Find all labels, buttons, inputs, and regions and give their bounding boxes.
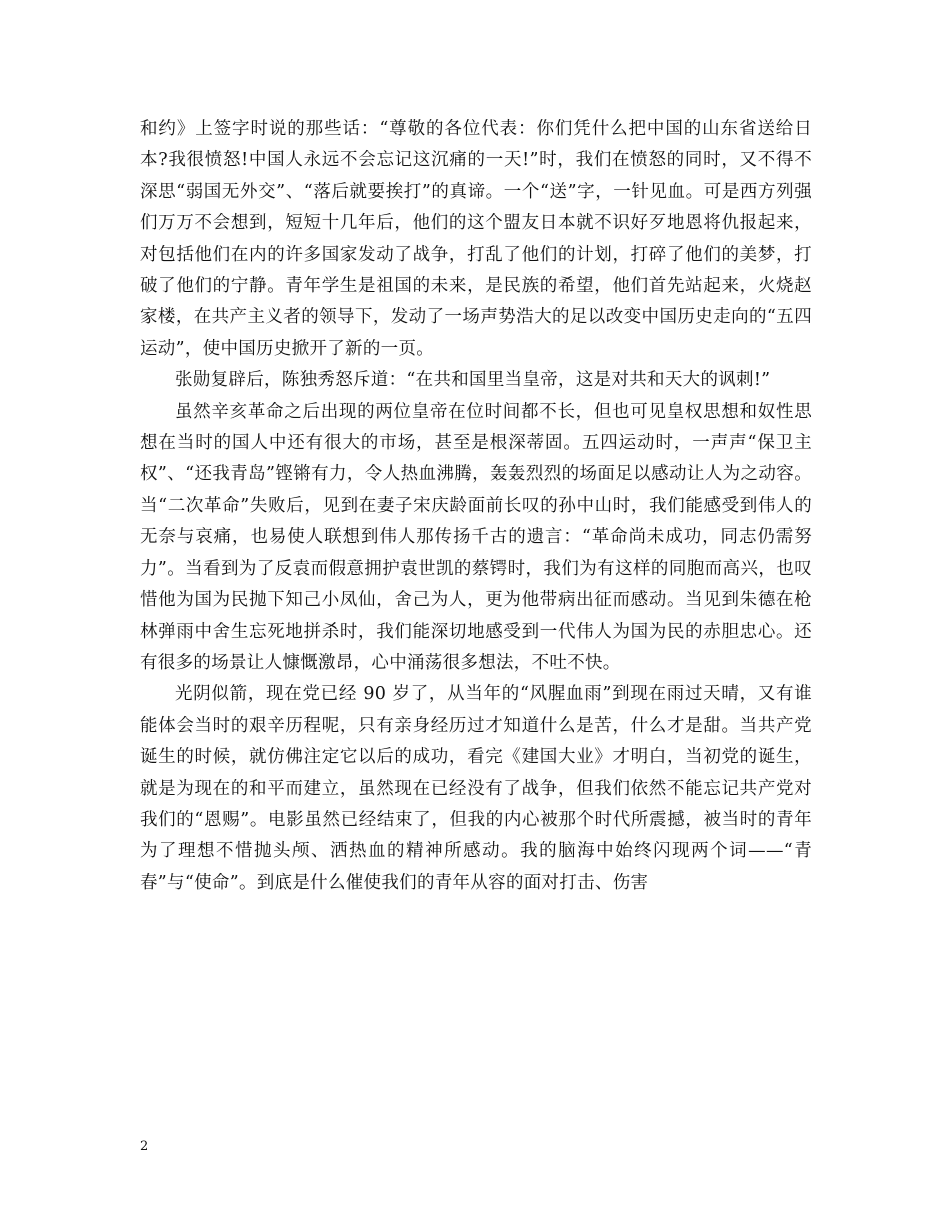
paragraph-zhang-xun-restoration: 张勋复辟后，陈独秀怒斥道：“在共和国里当皇帝，这是对共和天大的讽刺!” bbox=[175, 370, 771, 391]
paragraph-xinhai-revolution: 虽然辛亥革命之后出现的两位皇帝在位时间都不长，但也可见皇权思想和奴性思想在当时的国人中还有很大的市场，甚至是根深蒂固。五四运动时，一声声“保卫主权”、“还我青岛”铿锵有力，令人热血沸腾，轰轰烈烈的场面足以感动让人为之动容。当“二次革命”失败后，见到在妻子宋庆龄面前长叹的孙中山时，我们能感受到伟人的无奈与哀痛，也易使人联想到伟人那传扬千古的遗言：“革命尚未成功，同志仍需努力”。当看到为了反袁而假意拥护袁世凯的蔡锷时，我们为有这样的同胞而高兴，也叹惜他为国为民抛下知己小凤仙，舍己为人，更为他带病出征而感动。当见到朱德在枪林弹雨中舍生忘死地拼杀时，我们能深切地感受到一代伟人为国为民的赤胆忠心。还有很多的场景让人慷慨激昂，心中涌荡很多想法，不吐不快。 bbox=[140, 401, 812, 673]
body-text bbox=[140, 114, 812, 899]
page-number: 2 bbox=[140, 1139, 149, 1154]
paragraph-treaty-speech: 和约》上签字时说的那些话：“尊敬的各位代表：你们凭什么把中国的山东省送给日本?我很愤怒!中国人永远不会忘记这沉痛的一天!”时，我们在愤怒的同时，又不得不深思“弱国无外交”、“落后就要挨打”的真谛。一个“送”字，一针见血。可是西方列强们万万不会想到，短短十几年后，他们的这个盟友日本就不识好歹地恩将仇报起来，对包括他们在内的许多国家发动了战争，打乱了他们的计划，打碎了他们的美梦，打破了他们的宁静。青年学生是祖国的未来，是民族的希望，他们首先站起来，火烧赵家楼，在共产主义者的领导下，发动了一场声势浩大的足以改变中国历史走向的“五四运动”，使中国历史掀开了新的一页。 bbox=[140, 119, 812, 359]
paragraph-party-90-years: 光阴似箭，现在党已经 90 岁了，从当年的“风腥血雨”到现在雨过天晴，又有谁能体会当时的艰辛历程呢，只有亲身经历过才知道什么是苦，什么才是甜。当共产党诞生的时候，就仿佛注定它以后的成功，看完《建国大业》才明白，当初党的诞生，就是为现在的和平而建立，虽然现在已经没有了战争，但我们依然不能忘记共产党对我们的“恩赐”。电影虽然已经结束了，但我的内心被那个时代所震撼，被当时的青年为了理想不惜抛头颅、洒热血的精神所感动。我的脑海中始终闪现两个词——“青春”与“使命”。到底是什么催使我们的青年从容的面对打击、伤害 bbox=[140, 684, 812, 893]
